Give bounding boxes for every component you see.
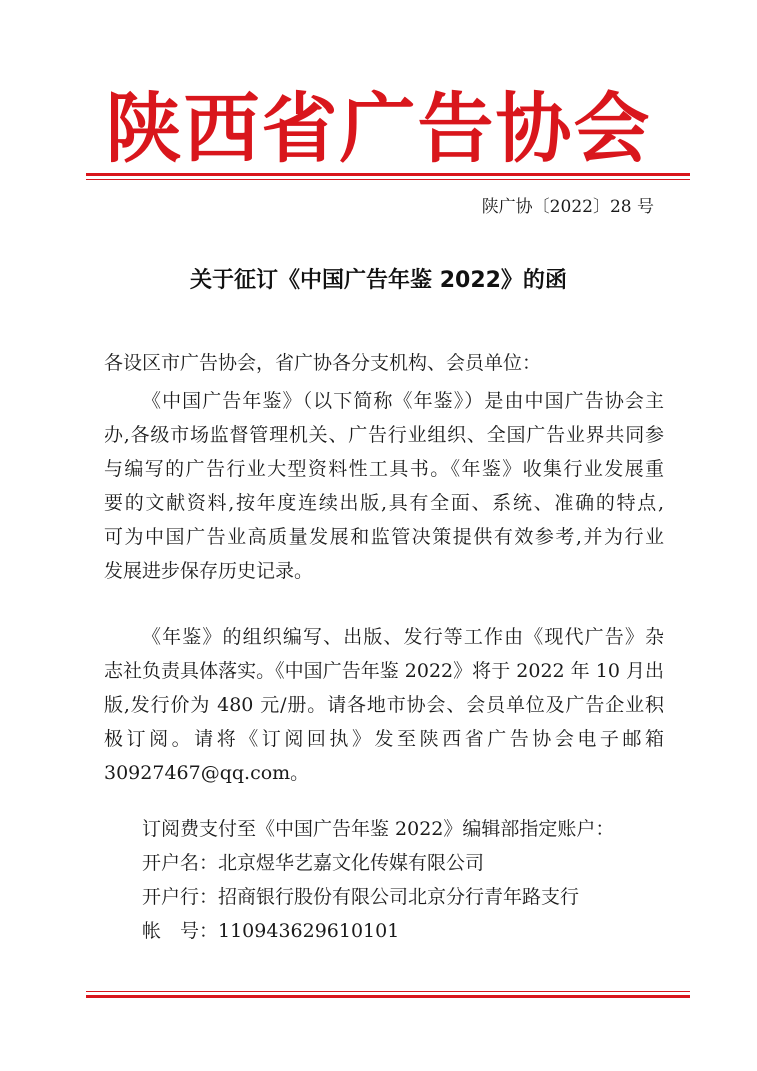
footer-rule-thin (86, 991, 690, 992)
paragraph-line: 与编写的广告行业大型资料性工具书。《年鉴》收集行业发展重 (104, 458, 664, 480)
paragraph-introduction (104, 384, 664, 588)
document-title: 关于征订《中国广告年鉴 2022》的函 (190, 268, 567, 293)
paragraph-line: 可为中国广告业高质量发展和监管决策提供有效参考,并为行业 (104, 526, 664, 548)
header-rule-thick (86, 173, 690, 176)
account-details (104, 812, 664, 948)
organization-name: 陕西省广告协会 (105, 84, 652, 173)
paragraph-line: 发展进步保存历史记录。 (104, 560, 314, 582)
header-rule-thin (86, 179, 690, 180)
paragraph-publication (104, 620, 664, 790)
footer-rule-thick (86, 995, 690, 998)
salutation (104, 346, 664, 380)
account-intro: 订阅费支付至《中国广告年鉴 2022》编辑部指定账户： (142, 818, 615, 840)
account-number: 帐 号：110943629610101 (142, 920, 400, 942)
paragraph-line: 《年鉴》的组织编写、出版、发行等工作由《现代广告》杂 (142, 626, 664, 648)
paragraph-line: 30927467@qq.com。 (104, 762, 310, 784)
paragraph-line: 极订阅。请将《订阅回执》发至陕西省广告协会电子邮箱 (104, 728, 664, 750)
paragraph-line: 《中国广告年鉴》（以下简称《年鉴》）是由中国广告协会主 (142, 390, 664, 412)
paragraph-line: 志社负责具体落实。《中国广告年鉴 2022》将于 2022 年 10 月出 (104, 660, 664, 682)
paragraph-line: 要的文献资料,按年度连续出版,具有全面、系统、准确的特点, (104, 492, 664, 514)
paragraph-line: 版,发行价为 480 元/册。请各地市协会、会员单位及广告企业积 (104, 694, 664, 716)
document-number: 陕广协〔2022〕28 号 (481, 197, 654, 217)
account-name: 开户名：北京煜华艺嘉文化传媒有限公司 (142, 852, 485, 874)
account-bank: 开户行：招商银行股份有限公司北京分行青年路支行 (142, 886, 580, 908)
salutation-line: 各设区市广告协会，省广协各分支机构、会员单位： (104, 352, 542, 374)
paragraph-line: 办,各级市场监督管理机关、广告行业组织、全国广告业界共同参 (104, 424, 664, 446)
